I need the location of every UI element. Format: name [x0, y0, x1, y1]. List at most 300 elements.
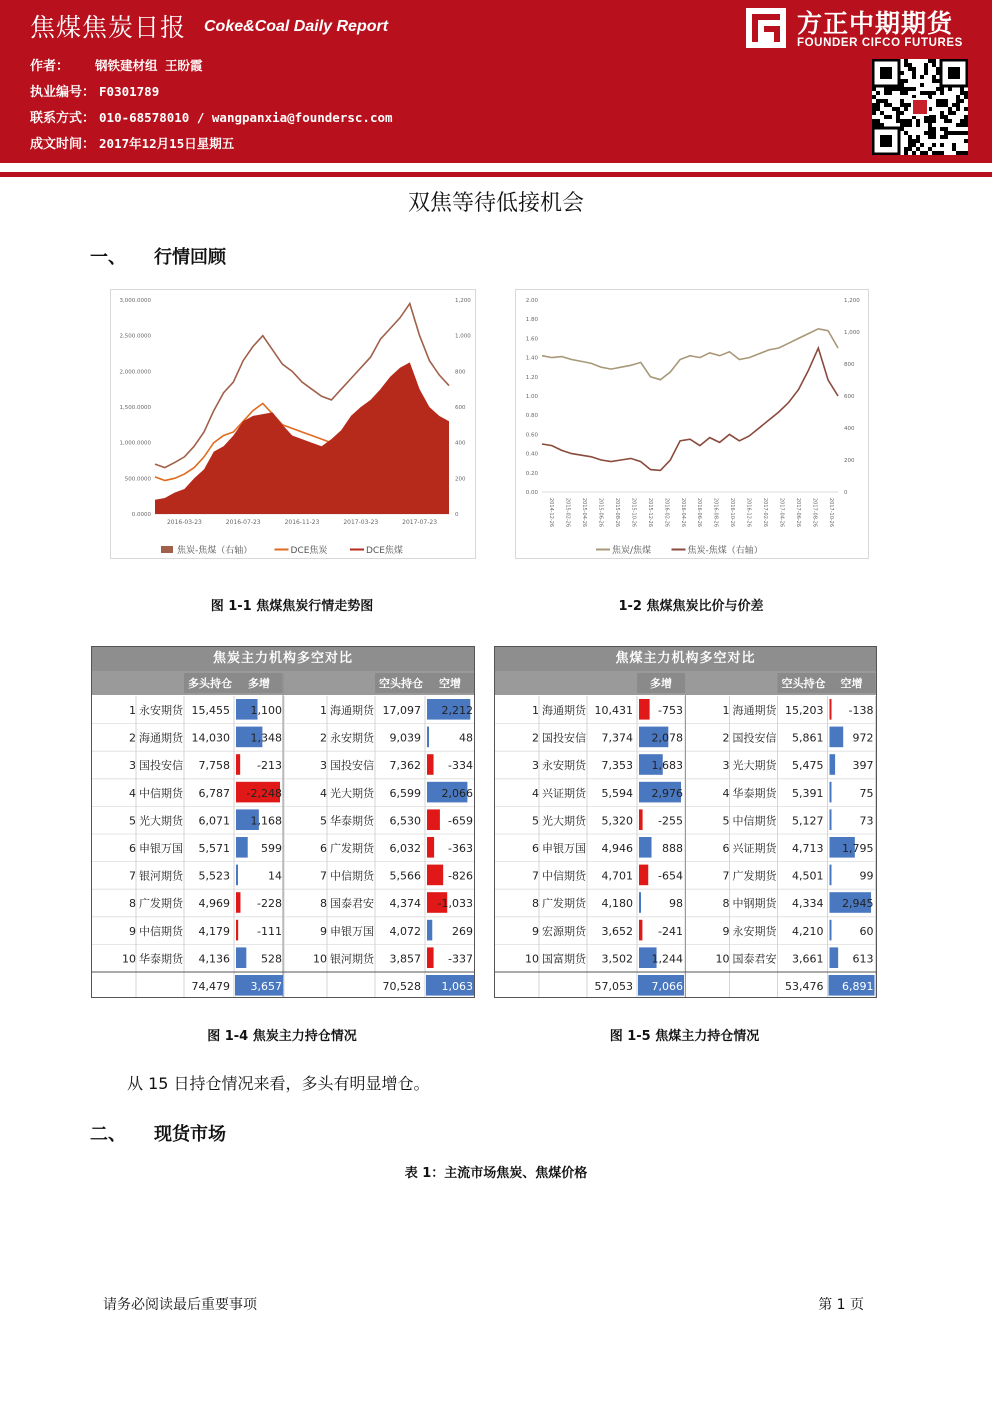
qr-module	[916, 123, 920, 127]
position-cell: 9,039	[389, 731, 421, 745]
section-title: 现货市场	[154, 1124, 226, 1145]
contact-line	[30, 107, 393, 126]
x-tick-label: 2017-04-26	[778, 498, 785, 528]
x-tick-label: 2017-03-23	[343, 519, 379, 526]
change-cell: -241	[658, 924, 683, 938]
qr-module	[912, 143, 916, 147]
rank-cell: 7	[722, 869, 730, 883]
position-cell: 10,431	[594, 704, 633, 717]
y-tick-label: 0.40	[525, 451, 538, 458]
qr-module	[940, 151, 944, 155]
report-title-en: Coke&Coal Daily Report	[204, 18, 389, 35]
chart-2-svg	[516, 290, 868, 558]
position-cell: 5,320	[601, 814, 633, 828]
footer-notice: 请务必阅读最后重要事项	[103, 1297, 257, 1313]
broker-name-cell: 中信期货	[732, 814, 777, 828]
qr-module	[912, 67, 916, 71]
qr-module	[928, 135, 932, 139]
legend-label: DCE焦炭	[290, 546, 328, 556]
qr-logo	[912, 99, 928, 115]
coke-position-table	[91, 646, 475, 998]
total-change: 1,063	[441, 980, 473, 993]
change-cell: 2,945	[842, 897, 874, 911]
position-cell: 14,030	[191, 731, 230, 745]
broker-name-cell: 永安期货	[542, 759, 586, 773]
table-title: 焦煤主力机构多空对比	[495, 647, 876, 671]
broker-name-cell: 中钢期货	[732, 897, 777, 911]
qr-module	[896, 115, 900, 119]
qr-module	[940, 99, 944, 103]
change-bar-negative	[639, 699, 650, 720]
rank-cell: 8	[532, 897, 539, 911]
coal-position-table	[494, 646, 877, 998]
broker-name-cell: 光大期货	[732, 759, 777, 773]
qr-module	[896, 119, 900, 123]
author-value: 钢铁建材组 王盼霞	[95, 58, 203, 73]
qr-module	[904, 119, 908, 123]
broker-name-cell: 广发期货	[732, 869, 777, 883]
section-heading-2	[90, 1120, 226, 1146]
qr-module	[904, 91, 908, 95]
position-cell: 17,097	[382, 704, 421, 717]
position-cell: 4,701	[601, 869, 633, 883]
qr-module	[948, 87, 952, 91]
qr-module	[956, 123, 960, 127]
chart-coke-coal-trend	[110, 289, 476, 559]
broker-name-cell: 永安期货	[330, 731, 374, 745]
qr-module	[936, 67, 940, 71]
y2-tick-label: 200	[455, 476, 466, 483]
change-cell: -111	[257, 924, 282, 938]
y-tick-label: 500.0000	[124, 476, 151, 483]
change-cell: 1,244	[651, 952, 683, 966]
position-cell: 5,127	[792, 814, 824, 828]
qr-module	[900, 119, 904, 123]
qr-finder-core	[880, 67, 892, 79]
y2-tick-label: 600	[844, 394, 855, 400]
position-cell: 15,203	[785, 704, 824, 717]
total-change: 3,657	[250, 980, 282, 993]
rank-cell: 8	[722, 897, 730, 911]
rank-cell: 1	[532, 704, 539, 717]
qr-module	[920, 143, 924, 147]
qr-module	[904, 103, 908, 107]
legend-label: 焦炭/焦煤	[612, 546, 652, 556]
rank-cell: 2	[129, 731, 136, 745]
column-header: 多增	[650, 677, 672, 690]
qr-module	[960, 119, 964, 123]
broker-name-cell: 兴证期货	[732, 842, 777, 855]
x-tick-label: 2016-04-26	[679, 498, 686, 528]
change-bar-positive	[830, 809, 832, 830]
qr-module	[924, 67, 928, 71]
rank-cell: 9	[722, 924, 730, 938]
column-header: 多增	[248, 677, 270, 690]
qr-module	[888, 115, 892, 119]
chart-ratio-spread	[515, 289, 869, 559]
qr-module	[956, 95, 960, 99]
change-cell: 2,078	[651, 731, 683, 745]
position-cell: 5,861	[792, 731, 824, 745]
rank-cell: 10	[715, 952, 730, 966]
column-header: 空头持仓	[379, 677, 423, 690]
qr-module	[908, 87, 912, 91]
change-bar-positive	[830, 782, 832, 803]
legend-label: DCE焦煤	[366, 546, 403, 556]
column-header: 空增	[840, 677, 863, 690]
broker-name-cell: 中信期货	[330, 869, 374, 883]
change-bar-negative	[236, 892, 240, 913]
change-cell: -138	[848, 704, 874, 717]
qr-module	[948, 131, 952, 135]
y2-tick-label: 1,200	[455, 298, 471, 304]
qr-module	[932, 135, 936, 139]
change-cell: -1,033	[437, 897, 473, 911]
qr-module	[952, 103, 956, 107]
qr-module	[960, 131, 964, 135]
rank-cell: 5	[722, 814, 730, 828]
change-cell: 613	[852, 952, 874, 966]
y-tick-label: 0.00	[525, 490, 538, 496]
qr-module	[940, 103, 944, 107]
broker-name-cell: 兴证期货	[542, 786, 586, 800]
change-cell: 14	[268, 869, 282, 883]
qr-module	[964, 107, 968, 111]
x-tick-label: 2016-07-23	[225, 519, 261, 526]
y2-tick-label: 600	[455, 405, 466, 411]
change-bar-positive	[830, 727, 844, 748]
qr-module	[896, 111, 900, 115]
change-bar-negative	[639, 865, 648, 886]
qr-finder-core	[948, 67, 960, 79]
series-line-0	[542, 329, 838, 380]
qr-module	[932, 119, 936, 123]
qr-module	[960, 91, 964, 95]
rank-cell: 4	[129, 786, 136, 800]
qr-module	[924, 71, 928, 75]
qr-module	[932, 151, 936, 155]
rank-cell: 9	[532, 924, 539, 938]
qr-module	[964, 123, 968, 127]
position-cell: 7,758	[198, 759, 230, 773]
qr-module	[924, 119, 928, 123]
qr-module	[872, 111, 876, 115]
qr-module	[956, 107, 960, 111]
rank-cell: 7	[532, 869, 539, 883]
qr-module	[928, 123, 932, 127]
rank-cell: 2	[320, 731, 327, 745]
broker-name-cell: 永安期货	[139, 704, 183, 717]
qr-module	[920, 151, 924, 155]
qr-module	[928, 131, 932, 135]
qr-module	[948, 111, 952, 115]
qr-module	[916, 139, 920, 143]
rank-cell: 5	[532, 814, 539, 828]
position-cell: 5,523	[198, 869, 230, 883]
qr-module	[900, 123, 904, 127]
change-bar-negative	[236, 754, 240, 775]
position-cell: 7,353	[601, 759, 633, 773]
qr-module	[904, 131, 908, 135]
position-cell: 6,599	[389, 786, 421, 800]
position-cell: 5,594	[601, 786, 633, 800]
figure-caption-5: 图 1-5 焦煤主力持仓情况	[609, 1029, 760, 1044]
change-bar-negative	[639, 809, 643, 830]
broker-name-cell: 申银万国	[542, 842, 586, 855]
rank-cell: 5	[320, 814, 327, 828]
broker-name-cell: 光大期货	[330, 786, 374, 800]
change-bar-positive	[639, 892, 641, 913]
position-cell: 4,501	[792, 869, 824, 883]
y-tick-label: 2,000.0000	[119, 369, 151, 376]
qr-module	[904, 123, 908, 127]
change-bar-positive	[830, 754, 836, 775]
y-tick-label: 1.80	[525, 317, 538, 324]
qr-module	[924, 63, 928, 67]
qr-module	[908, 63, 912, 67]
change-cell: 73	[859, 814, 874, 828]
broker-name-cell: 华泰期货	[139, 952, 183, 966]
broker-name-cell: 海通期货	[139, 731, 183, 745]
qr-module	[888, 91, 892, 95]
qr-module	[964, 91, 968, 95]
broker-name-cell: 国投安信	[732, 731, 777, 745]
figure-caption-4: 图 1-4 焦炭主力持仓情况	[207, 1029, 357, 1044]
change-bar-positive	[236, 947, 246, 968]
change-bar-positive	[830, 947, 839, 968]
y-tick-label: 2,500.0000	[119, 333, 151, 340]
qr-module	[964, 119, 968, 123]
y-tick-label: 0.80	[525, 413, 538, 420]
author-line	[30, 55, 203, 74]
y-tick-label: 1,500.0000	[119, 405, 151, 411]
figure-caption-2: 1-2 焦煤焦炭比价与价差	[618, 599, 764, 614]
rank-cell: 1	[722, 704, 730, 717]
x-tick-label: 2016-11-23	[284, 519, 320, 526]
qr-module	[908, 143, 912, 147]
position-cell: 4,334	[792, 897, 824, 911]
qr-module	[884, 87, 888, 91]
y2-tick-label: 800	[455, 369, 466, 376]
change-bar-negative	[427, 754, 434, 775]
y-tick-label: 1.20	[525, 374, 538, 381]
y2-tick-label: 1,200	[844, 298, 860, 304]
change-bar-positive	[236, 865, 238, 886]
broker-name-cell: 广发期货	[542, 897, 586, 911]
x-tick-label: 2015-06-26	[597, 498, 604, 528]
qr-module	[880, 123, 884, 127]
y-tick-label: 0.60	[525, 432, 538, 439]
change-cell: -213	[257, 759, 282, 773]
rank-cell: 3	[320, 759, 327, 773]
x-tick-label: 2015-12-26	[646, 498, 653, 528]
figure-caption-1: 图 1-1 焦煤焦炭行情走势图	[210, 599, 374, 614]
x-tick-label: 2016-06-26	[696, 498, 703, 528]
y-tick-label: 0.0000	[131, 512, 151, 518]
position-cell: 4,210	[792, 924, 824, 938]
qr-module	[952, 131, 956, 135]
qr-module	[876, 103, 880, 107]
change-cell: 1,683	[651, 759, 683, 773]
qr-module	[904, 63, 908, 67]
change-cell: -826	[448, 869, 473, 883]
license-label: 执业编号：	[30, 85, 96, 100]
change-cell: -334	[448, 759, 473, 773]
qr-module	[896, 87, 900, 91]
change-cell: -654	[658, 869, 683, 883]
report-header	[0, 0, 992, 163]
total-position: 70,528	[382, 980, 421, 993]
y2-tick-label: 1,000	[844, 330, 860, 336]
table-caption-1: 表 1：主流市场焦炭、焦煤价格	[404, 1166, 588, 1181]
position-cell: 7,374	[601, 731, 633, 745]
qr-module	[944, 135, 948, 139]
legend-swatch	[161, 546, 173, 553]
qr-module	[928, 59, 932, 63]
change-cell: 269	[452, 924, 473, 938]
x-tick-label: 2016-03-23	[166, 519, 202, 526]
qr-module	[928, 119, 932, 123]
qr-module	[872, 103, 876, 107]
change-cell: 75	[859, 786, 874, 800]
broker-name-cell: 华泰期货	[732, 786, 777, 800]
rank-cell: 3	[722, 759, 730, 773]
qr-module	[900, 87, 904, 91]
rank-cell: 9	[320, 924, 327, 938]
qr-module	[936, 99, 940, 103]
qr-module	[932, 79, 936, 83]
qr-module	[928, 147, 932, 151]
qr-module	[932, 91, 936, 95]
y2-tick-label: 200	[844, 458, 855, 464]
qr-module	[952, 111, 956, 115]
change-cell: 2,066	[441, 786, 473, 800]
change-cell: 1,795	[842, 842, 874, 855]
qr-module	[916, 147, 920, 151]
rank-cell: 3	[129, 759, 136, 773]
qr-module	[872, 95, 876, 99]
qr-module	[876, 119, 880, 123]
change-bar-negative	[427, 865, 443, 886]
rank-cell: 10	[525, 952, 539, 966]
qr-module	[904, 147, 908, 151]
qr-module	[964, 115, 968, 119]
qr-module	[900, 71, 904, 75]
qr-module	[936, 71, 940, 75]
qr-module	[904, 107, 908, 111]
broker-name-cell: 国投安信	[330, 759, 374, 773]
rank-cell: 5	[129, 814, 136, 828]
qr-module	[884, 115, 888, 119]
coal-table-grid	[495, 671, 876, 997]
y2-tick-label: 800	[844, 362, 855, 368]
date-line	[30, 133, 234, 152]
x-tick-label: 2016-02-26	[663, 498, 670, 528]
change-bar-positive	[830, 865, 832, 886]
qr-code-icon	[872, 59, 968, 155]
body-paragraph: 从 15 日持仓情况来看，多头有明显增仓。	[127, 1074, 430, 1093]
qr-module	[876, 91, 880, 95]
qr-module	[952, 143, 956, 147]
report-title-cn: 焦煤焦炭日报	[30, 13, 187, 42]
total-position: 74,479	[191, 980, 230, 993]
qr-module	[936, 151, 940, 155]
broker-name-cell: 国富期货	[542, 952, 586, 966]
rank-cell: 7	[129, 869, 136, 883]
qr-module	[936, 103, 940, 107]
qr-module	[932, 143, 936, 147]
position-cell: 5,475	[792, 759, 824, 773]
position-cell: 4,180	[601, 897, 633, 911]
change-bar-positive	[427, 727, 429, 748]
qr-module	[956, 103, 960, 107]
rank-cell: 6	[129, 842, 136, 855]
rank-cell: 1	[320, 704, 327, 717]
qr-module	[960, 99, 964, 103]
qr-module	[900, 127, 904, 131]
qr-module	[944, 119, 948, 123]
rank-cell: 2	[532, 731, 539, 745]
broker-name-cell: 国泰君安	[732, 952, 777, 966]
x-tick-label: 2014-12-26	[548, 498, 555, 528]
change-bar-positive	[830, 920, 832, 941]
qr-module	[900, 83, 904, 87]
rank-cell: 3	[532, 759, 539, 773]
rank-cell: 4	[320, 786, 327, 800]
qr-module	[904, 79, 908, 83]
author-label: 作者：	[30, 59, 70, 74]
broker-name-cell: 银河期货	[139, 869, 183, 883]
change-bar-negative	[427, 837, 434, 858]
qr-module	[900, 79, 904, 83]
qr-module	[888, 103, 892, 107]
brand-name-en: FOUNDER CIFCO FUTURES	[797, 37, 963, 49]
qr-module	[956, 151, 960, 155]
broker-name-cell: 海通期货	[542, 704, 586, 717]
rank-cell: 6	[320, 842, 327, 855]
column-header: 多头持仓	[188, 677, 232, 690]
broker-name-cell: 海通期货	[732, 704, 777, 717]
brand-name-cn: 方正中期期货	[797, 9, 954, 38]
qr-module	[876, 107, 880, 111]
license-line	[30, 81, 159, 100]
qr-module	[944, 131, 948, 135]
series-line-1	[542, 348, 838, 470]
qr-module	[900, 99, 904, 103]
qr-module	[940, 111, 944, 115]
qr-module	[920, 83, 924, 87]
broker-name-cell: 中信期货	[139, 786, 183, 800]
qr-module	[964, 131, 968, 135]
rank-cell: 7	[320, 869, 327, 883]
contact-label: 联系方式：	[30, 111, 96, 126]
rank-cell: 9	[129, 924, 136, 938]
y-tick-label: 1.60	[525, 336, 538, 343]
qr-module	[964, 151, 968, 155]
column-header: 空头持仓	[781, 677, 826, 690]
qr-module	[900, 91, 904, 95]
qr-module	[940, 115, 944, 119]
legend-label: 焦炭-焦煤（右轴）	[687, 546, 763, 556]
qr-module	[932, 131, 936, 135]
x-tick-label: 2017-06-26	[794, 498, 801, 528]
change-cell: 98	[669, 897, 683, 911]
x-tick-label: 2017-08-26	[811, 498, 818, 528]
change-cell: -753	[658, 704, 683, 717]
change-bar-positive	[639, 837, 652, 858]
x-tick-label: 2015-02-26	[564, 498, 571, 528]
change-bar-positive	[236, 837, 248, 858]
